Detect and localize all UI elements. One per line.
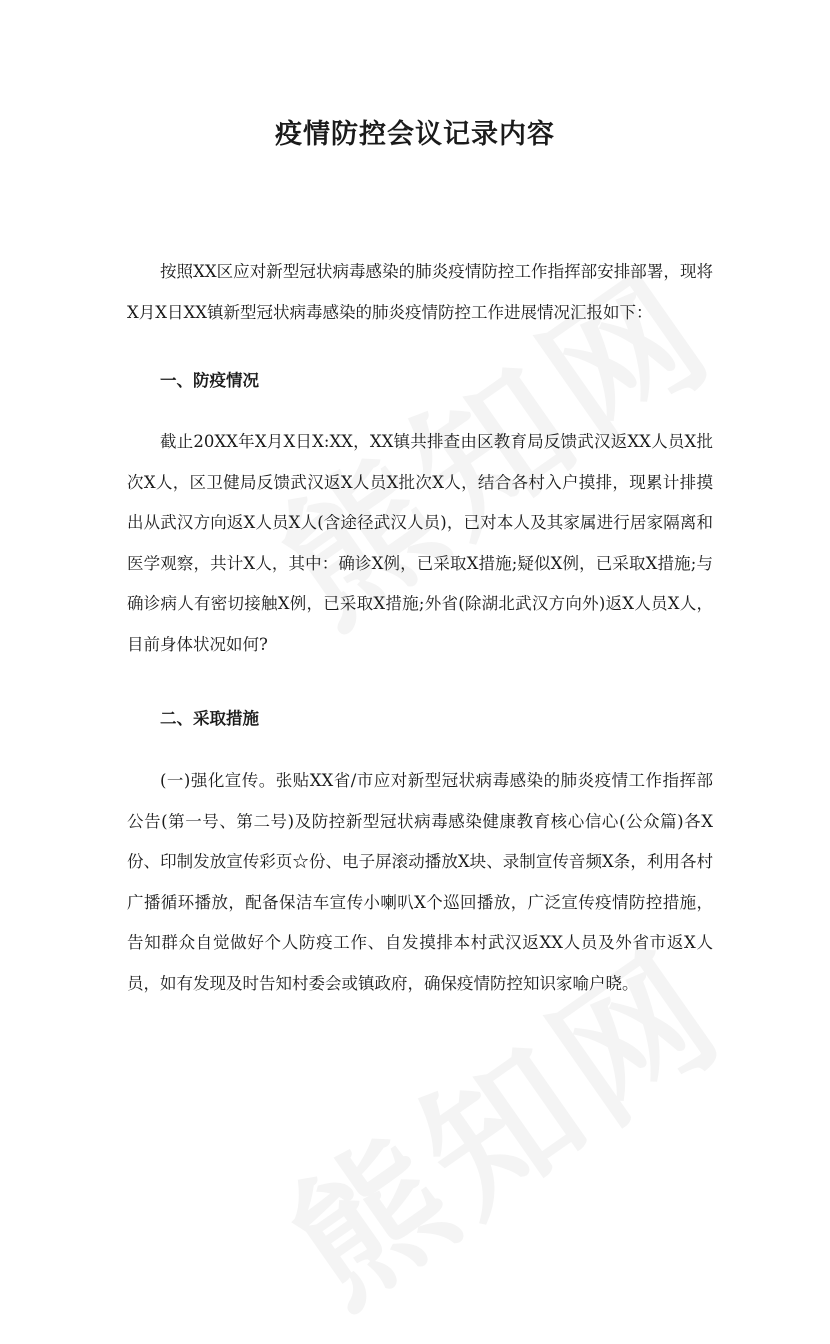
epidemic-status-paragraph: 截止20XX年X月X日X:XX，XX镇共排查由区教育局反馈武汉返XX人员X批次X人，区卫健局反馈武汉返X人员X批次X人，结合各村入户摸排，现累计排摸出从武汉方向返X人员X人(含途径武汉人员)，已对本人及其家属进行居家隔离和医学观察，共计X人，其中：确诊X例，已采取X措施;疑似X例，已采取X措施;与确诊病人有密切接触X例，已采取X措施;外省(除湖北武汉方向外)返X人员X人，目前身体状况如何? — [127, 432, 713, 654]
section-heading-epidemic-status: 一、防疫情况 — [160, 371, 259, 390]
intro-paragraph: 按照XX区应对新型冠状病毒感染的肺炎疫情防控工作指挥部安排部署，现将X月X日XX镇新型冠状病毒感染的肺炎疫情防控工作进展情况汇报如下： — [127, 262, 713, 322]
measures-paragraph: (一)强化宣传。张贴XX省/市应对新型冠状病毒感染的肺炎疫情工作指挥部公告(第一号、第二号)及防控新型冠状病毒感染健康教育核心信心(公众篇)各X份、印制发放宣传彩页☆份、电子屏滚动播放X块、录制宣传音频X条，利用各村广播循环播放，配备保洁车宣传小喇叭X个巡回播放，广泛宣传疫情防控措施，告知群众自觉做好个人防疫工作、自发摸排本村武汉返XX人员及外省市返X人员，如有发现及时告知村委会或镇政府，确保疫情防控知识家喻户晓。 — [127, 771, 713, 993]
section-heading-measures: 二、采取措施 — [160, 709, 259, 728]
document-title: 疫情防控会议记录内容 — [275, 119, 555, 150]
